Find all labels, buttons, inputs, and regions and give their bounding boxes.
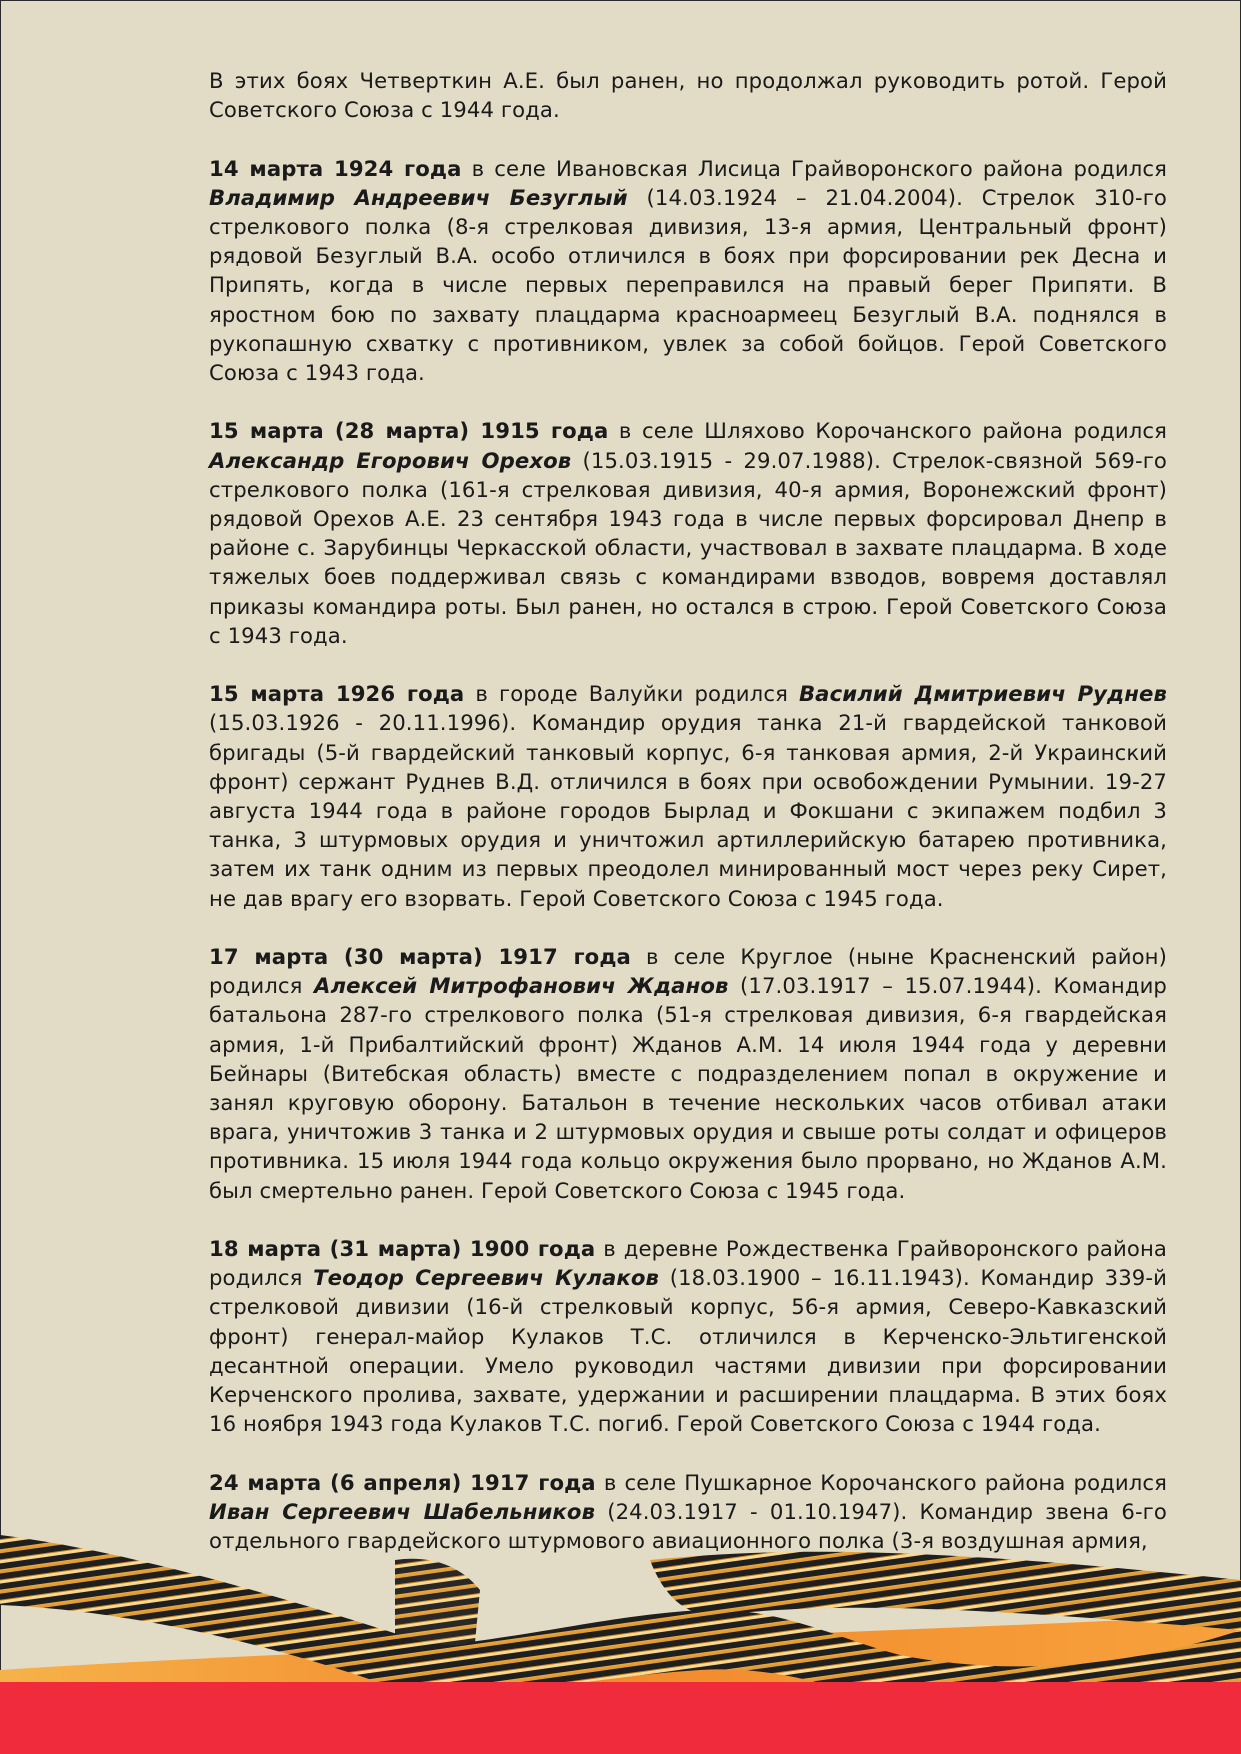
st-george-ribbon-decoration [0,1520,1241,1754]
paragraph-orekhov [209,416,1167,650]
paragraph-rudnev [209,679,1167,913]
hero-bio: (15.03.1915 - 29.07.1988). Стрелок-связной 569-го стрелкового полка (161-я стрелковая дивизия, 40-я армия, Воронежский фронт) рядовой Орехов А.Е. 23 сентября 1943 года в числе первых форсировал Днепр в районе с. Зарубинцы Черкасской области, участвовал в захвате плацдарма. В ходе тяжелых боев поддерживал связь с командирами взводов, вовремя доставлял приказы командира роты. Был ранен, но остался в строю. Герой Советского Союза с 1943 года. [209,447,1167,648]
hero-name: Теодор Сергеевич Кулаков [313,1265,660,1291]
birth-date: 18 марта (31 марта) 1900 года [209,1236,596,1262]
hero-bio: (17.03.1917 – 15.07.1944). Командир батальона 287-го стрелкового полка (51-я стрелковая дивизия, 6-я гвардейская армия, 1-й Прибалтийский фронт) Жданов А.М. 14 июля 1944 года у деревни Бейнары (Витебская область) вместе с подразделением попал в окружение и занял круговую оборону. Батальон в течение нескольких часов отбивал атаки врага, уничтожив 3 танка и 2 штурмовых орудия и свыше роты солдат и офицеров противника. 15 июля 1944 года кольцо окружения было прорвано, но Жданов А.М. был смертельно ранен. Герой Советского Союза с 1945 года. [209,973,1167,1203]
birth-place: в селе Ивановская Лисица Грайворонского района родился [461,155,1168,181]
st-george-ribbon-icon [0,1520,1241,1754]
paragraph-text: В этих боях Четверткин А.Е. был ранен, но продолжал руководить ротой. Герой Советского Союза с 1944 года. [209,68,1167,123]
hero-bio: (18.03.1900 – 16.11.1943). Командир 339-й стрелковой дивизии (16-й стрелковый корпус, 56-я армия, Северо-Кавказский фронт) генерал-майор Кулаков Т.С. отличился в Керченско-Эльтигенской десантной операции. Умело руководил частями дивизии при форсировании Керченского пролива, захвате, удержании и расширении плацдарма. В этих боях 16 ноября 1943 года Кулаков Т.С. погиб. Герой Советского Союза с 1944 года. [209,1265,1167,1437]
document-body [209,66,1167,1584]
hero-bio: (15.03.1926 - 20.11.1996). Командир орудия танка 21-й гвардейской танковой бригады (5-й гвардейский танковый корпус, 6-я танковая армия, 2-й Украинский фронт) сержант Руднев В.Д. отличился в боях при освобождении Румынии. 19-27 августа 1944 года в районе городов Бырлад и Фокшани с экипажем подбил 3 танка, 3 штурмовых орудия и уничтожил артиллерийскую батарею противника, затем их танк одним из первых преодолел минированный мост через реку Сирет, не дав врагу его взорвать. Герой Советского Союза с 1945 года. [209,710,1167,911]
hero-name: Александр Егорович Орехов [209,447,572,473]
birth-place: в деревне Рождественка Грайворонского района родился [209,1236,1167,1291]
birth-date: 14 марта 1924 года [209,155,462,181]
paragraph-kulakov [209,1234,1167,1438]
birth-date: 24 марта (6 апреля) 1917 года [209,1469,596,1495]
birth-date: 15 марта (28 марта) 1915 года [209,418,609,444]
birth-place: в городе Валуйки родился [464,681,799,707]
birth-place: в селе Круглое (ныне Красненский район) родился [209,944,1168,999]
birth-date: 15 марта 1926 года [209,681,465,707]
paragraph-zhdanov [209,942,1167,1205]
hero-name: Алексей Митрофанович Жданов [314,973,729,999]
paragraph-bezugly [209,154,1167,388]
paragraph-chetverkin [209,66,1167,124]
hero-name: Василий Дмитриевич Руднев [798,681,1167,707]
birth-place: в селе Пушкарное Корочанского района родился [595,1469,1168,1495]
hero-name: Владимир Андреевич Безуглый [209,184,628,210]
hero-bio: (24.03.1917 - 01.10.1947). Командир звена 6-го отдельного гвардейского штурмового авиационного полка (3-я воздушная армия, [209,1498,1167,1554]
birth-date: 17 марта (30 марта) 1917 года [209,944,631,970]
hero-bio: (14.03.1924 – 21.04.2004). Стрелок 310-го стрелкового полка (8-я стрелковая дивизия, 13-я армия, Центральный фронт) рядовой Безуглый В.А. особо отличился в боях при форсировании рек Десна и Припять, когда в числе первых переправился на правый берег Припяти. В яростном бою по захвату плацдарма красноармеец Безуглый В.А. поднялся в рукопашную схватку с противником, увлек за собой бойцов. Герой Советского Союза с 1943 года. [209,184,1167,386]
hero-name: Иван Сергеевич Шабельников [209,1498,596,1524]
birth-place: в селе Шляхово Корочанского района родился [608,418,1167,444]
